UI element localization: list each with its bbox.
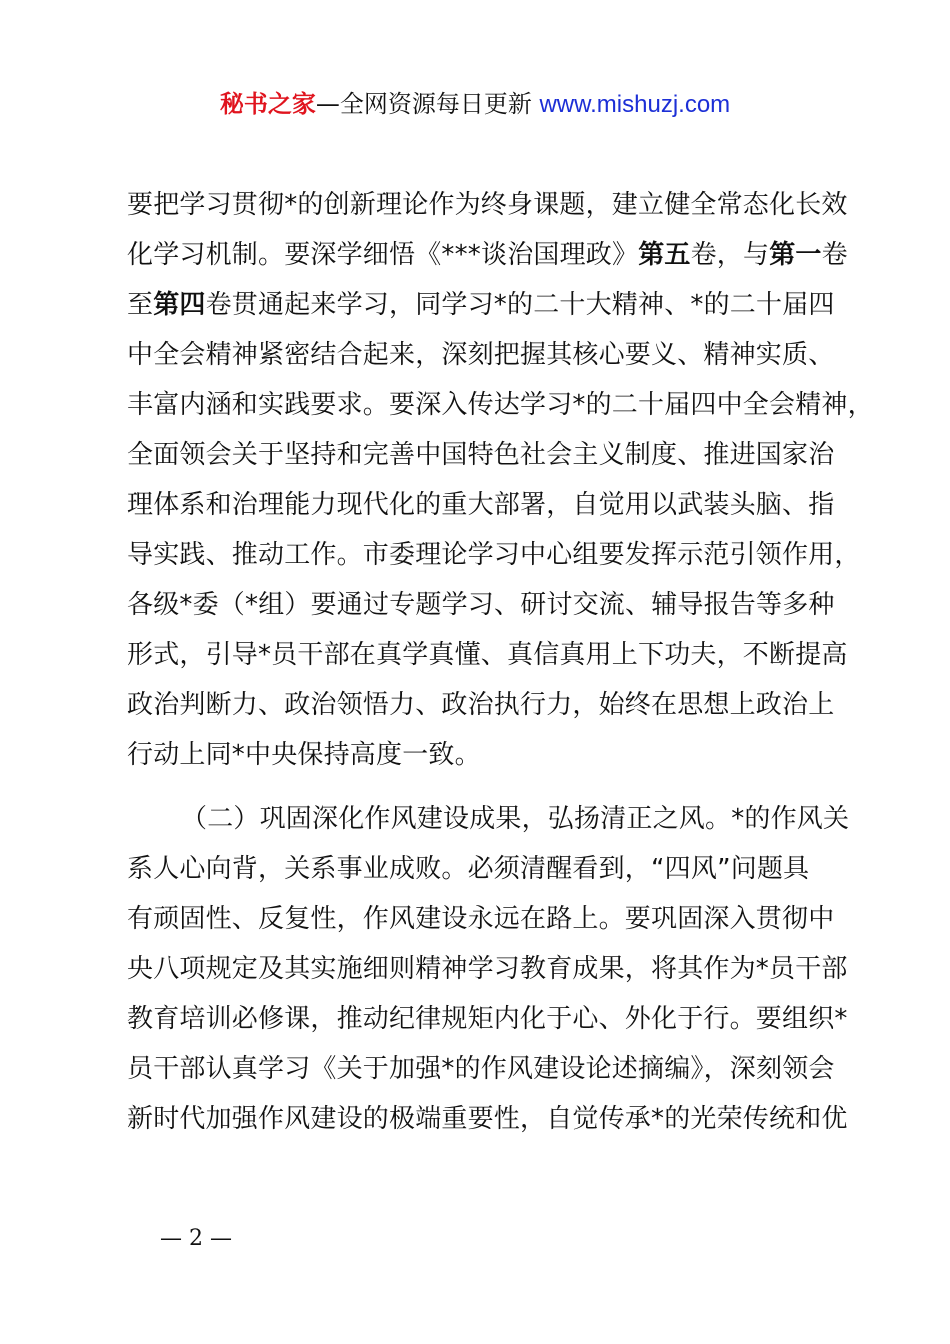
paragraph-1 — [127, 180, 874, 780]
text-line: 导实践、推动工作。市委理论学习中心组要发挥示范引领作用， — [127, 540, 861, 570]
text-line: 教育培训必修课，推动纪律规矩内化于心、外化于行。要组织* — [127, 1004, 848, 1034]
bold-text: 第一 — [769, 240, 822, 270]
site-url-link[interactable]: www.mishuzj.com — [539, 91, 731, 118]
text-line: 政治判断力、政治领悟力、政治执行力，始终在思想上政治上 — [127, 690, 835, 720]
text-line: 形式，引导*员干部在真学真懂、真信真用上下功夫，不断提高 — [127, 640, 848, 670]
text-line: 理体系和治理能力现代化的重大部署，自觉用以武装头脑、指 — [127, 490, 835, 520]
bold-text: 第五 — [638, 240, 691, 270]
text-run: 卷贯通起来学习，同学习*的二十大精神、*的二十届四 — [205, 290, 835, 320]
text-line: （二）巩固深化作风建设成果，弘扬清正之风。*的作风关 — [181, 804, 850, 834]
text-line: 丰富内涵和实践要求。要深入传达学习*的二十届四中全会精神， — [127, 390, 874, 420]
text-line: 全面领会关于坚持和完善中国特色社会主义制度、推进国家治 — [127, 440, 835, 470]
text-line — [127, 230, 847, 280]
text-line: 系人心向背，关系事业成败。必须清醒看到，“四风”问题具 — [127, 854, 810, 884]
site-header — [0, 84, 950, 125]
text-line: 各级*委（*组）要通过专题学习、研讨交流、辅导报告等多种 — [127, 590, 835, 620]
text-line: 央八项规定及其实施细则精神学习教育成果，将其作为*员干部 — [127, 954, 848, 984]
text-line: 要把学习贯彻*的创新理论作为终身课题，建立健全常态化长效 — [127, 190, 848, 220]
bold-text: 第四 — [153, 290, 206, 320]
page-number: — 2 — — [160, 1226, 232, 1251]
text-line: 员干部认真学习《关于加强*的作风建设论述摘编》，深刻领会 — [127, 1054, 835, 1084]
text-line: 中全会精神紧密结合起来，深刻把握其核心要义、精神实质、 — [127, 340, 835, 370]
site-slogan: —全网资源每日更新 — [315, 90, 540, 118]
text-line: 有顽固性、反复性，作风建设永远在路上。要巩固深入贯彻中 — [127, 904, 835, 934]
text-run: 化学习机制。要深学细悟《***谈治国理政》 — [127, 240, 639, 270]
text-line — [127, 280, 847, 330]
text-run: 卷 — [821, 240, 848, 270]
text-run: 至 — [127, 290, 154, 320]
text-line: 行动上同*中央保持高度一致。 — [127, 740, 481, 770]
document-body — [127, 180, 874, 1144]
text-line: 新时代加强作风建设的极端重要性，自觉传承*的光荣传统和优 — [127, 1104, 848, 1134]
text-run: 卷，与 — [690, 240, 770, 270]
site-brand: 秘书之家 — [219, 90, 316, 118]
paragraph-2 — [127, 794, 850, 1144]
